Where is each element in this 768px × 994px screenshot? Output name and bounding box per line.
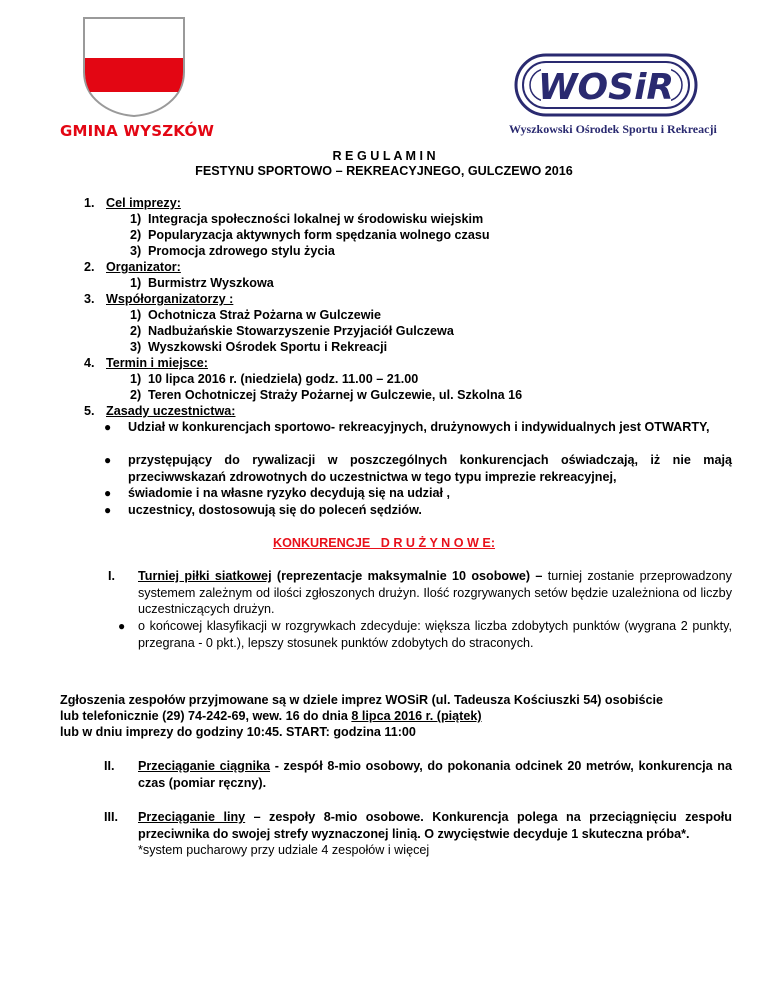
competition-1-text: Turniej piłki siatkowej (reprezentacje maksymalnie 10 osobowe) – turniej zostanie przeprowadzony systemem zależnym od ilości zgłoszonych drużyn. Ilość rozgrywanych setów będzie uzależniona od liczby uczestniczących drużyn.	[138, 569, 732, 616]
section-3-item-3: 3) Wyszkowski Ośrodek Sportu i Rekreacji	[130, 340, 388, 354]
wosir-letters: WOSiR	[537, 67, 675, 108]
competition-3-note: *system pucharowy przy udziale 4 zespołów i więcej	[138, 843, 430, 857]
section-3-item-1: 1) Ochotnicza Straż Pożarna w Gulczewie	[130, 308, 382, 322]
competition-2-text: Przeciąganie ciągnika - zespół 8-mio osobowy, do pokonania odcinek 20 metrów, konkurencja na czas (pomiar ręczny).	[138, 759, 732, 790]
section-4-heading: 4. Termin i miejsce:	[84, 356, 208, 370]
gmina-shield-icon	[80, 14, 188, 118]
konkurencje-heading: KONKURENCJE D R U Ż Y N O W E:	[272, 536, 496, 550]
wosir-caption: Wyszkowski Ośrodek Sportu i Rekreacji	[509, 122, 717, 136]
bullet-icon: ●	[104, 453, 112, 467]
competition-3-num: III.	[104, 810, 118, 824]
bullet-icon: ●	[104, 503, 112, 517]
festyn-title: FESTYNU SPORTOWO – REKREACYJNEGO, GULCZEWO 2016	[195, 164, 573, 178]
bullet-icon: ●	[104, 486, 112, 500]
section-1-item-2: 2) Popularyzacja aktywnych form spędzania wolnego czasu	[130, 228, 490, 242]
competition-3-text: Przeciąganie liny – zespoły 8-mio osobowe. Konkurencja polega na przeciągnięciu zespołu przeciwnika do swojej strefy wyznaczonej linią. O zwycięstwie decyduje 1 skuteczna próba*.	[138, 810, 732, 841]
registration-line-3: lub w dniu imprezy do godziny 10:45. START: godzina 11:00	[60, 725, 416, 739]
competition-2-num: II.	[104, 759, 115, 773]
rule-bullet-3: świadomie i na własne ryzyko decydują się na udział ,	[128, 486, 450, 500]
rule-bullet-4: uczestnicy, dostosowują się do poleceń sędziów.	[128, 503, 422, 517]
regulamin-title: R E G U L A M I N	[332, 149, 436, 163]
competition-1-num: I.	[108, 569, 115, 583]
bullet-icon: ●	[118, 619, 126, 633]
bullet-icon: ●	[104, 420, 112, 434]
section-4-item-1: 1) 10 lipca 2016 r. (niedziela) godz. 11.00 – 21.00	[130, 372, 419, 386]
gmina-name-text: GMINA WYSZKÓW	[60, 122, 215, 140]
section-2-heading: 2. Organizator:	[84, 260, 181, 274]
section-1-item-1: 1) Integracja społeczności lokalnej w środowisku wiejskim	[130, 212, 484, 226]
section-3-heading: 3. Współorganizatorzy :	[84, 292, 234, 306]
section-5-heading: 5. Zasady uczestnictwa:	[84, 404, 236, 418]
section-4-item-2: 2) Teren Ochotniczej Straży Pożarnej w Gulczewie, ul. Szkolna 16	[130, 388, 523, 402]
gmina-wyszkow-logo	[60, 14, 215, 144]
registration-line-1: Zgłoszenia zespołów przyjmowane są w dziele imprez WOSiR (ul. Tadeusza Kościuszki 54) osobiście	[60, 693, 664, 707]
wosir-logo	[505, 52, 717, 142]
wosir-track-icon	[513, 52, 699, 118]
registration-line-2: lub telefonicznie (29) 74-242-69, wew. 16 do dnia 8 lipca 2016 r. (piątek)	[60, 709, 482, 723]
rule-bullet-2: przystępujący do rywalizacji w poszczególnych konkurencjach oświadczają, iż nie mają przeciwwskazań zdrowotnych do uczestnictwa w tego typu imprezie rekreacyjnej,	[128, 453, 732, 484]
section-2-item-1: 1) Burmistrz Wyszkowa	[130, 276, 274, 290]
competition-1-bullet: o końcowej klasyfikacji w rozgrywkach zdecyduje: większa liczba zdobytych punktów (wygrana 2 punkty, przegrana - 0 pkt.), lepszy stosunek punktów zdobytych do straconych.	[138, 619, 732, 650]
section-1-heading: 1. Cel imprezy:	[84, 196, 181, 210]
section-3-item-2: 2) Nadbużańskie Stowarzyszenie Przyjaciół Gulczewa	[130, 324, 454, 338]
section-1-item-3: 3) Promocja zdrowego stylu życia	[130, 244, 335, 258]
rule-bullet-1: Udział w konkurencjach sportowo- rekreacyjnych, drużynowych i indywidualnych jest OTWARTY,	[128, 420, 710, 434]
